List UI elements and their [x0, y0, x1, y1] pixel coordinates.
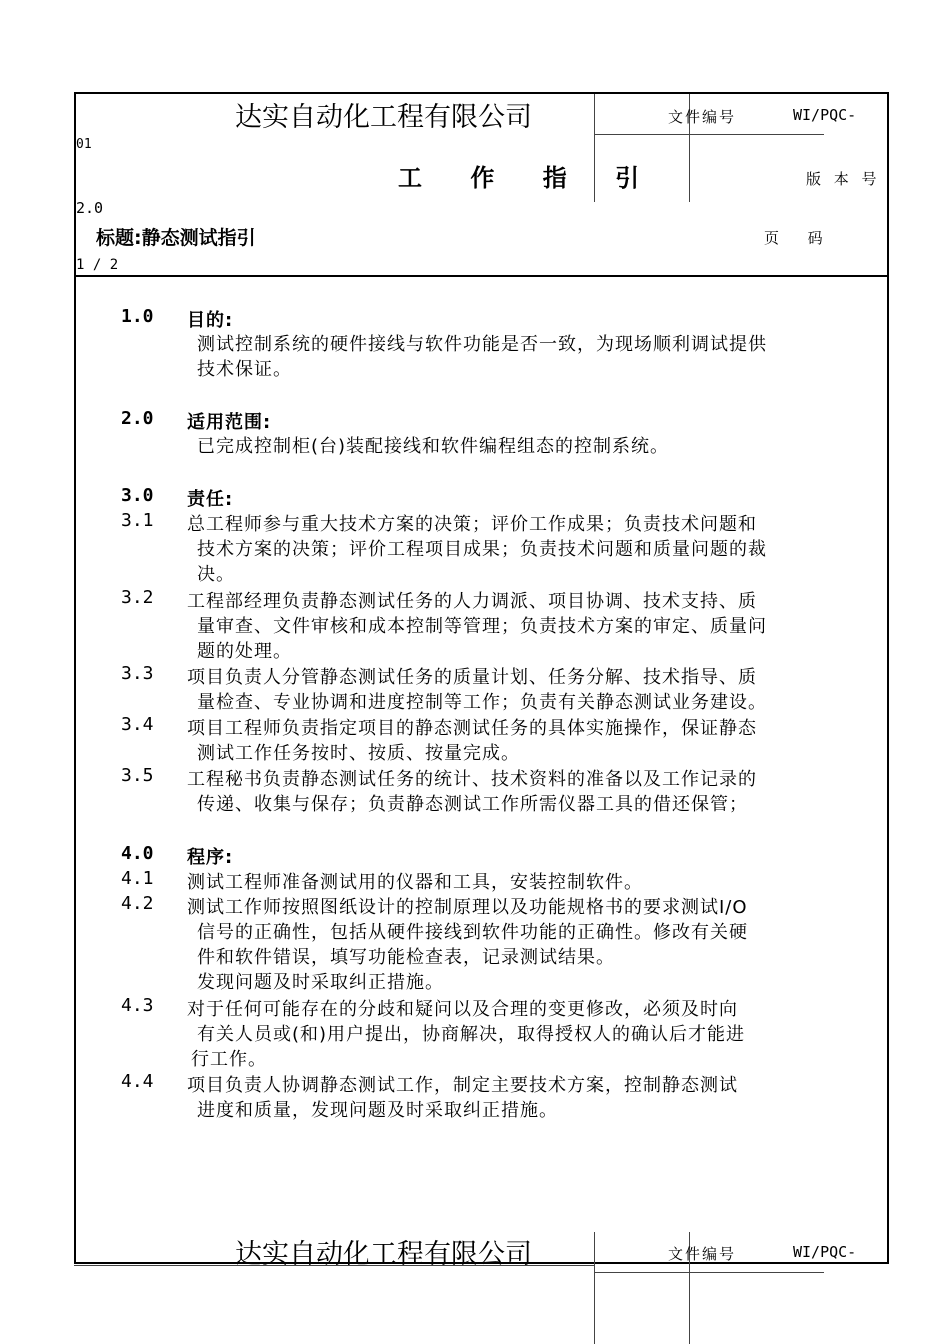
section-line: 测试控制系统的硬件接线与软件功能是否一致，为现场顺利调试提供: [197, 334, 767, 355]
item-number: 3.4: [121, 714, 154, 735]
footer-doc-no-label: 文件编号: [668, 1245, 737, 1263]
section-number: 1.0: [121, 306, 154, 327]
item-line: 信号的正确性，包括从硬件接线到软件功能的正确性。修改有关硬: [197, 922, 748, 943]
item-line: 发现问题及时采取纠正措施。: [197, 972, 444, 993]
item-line: 行工作。: [191, 1049, 267, 1070]
footer-column-divider-1: [594, 1232, 595, 1344]
item-line: 对于任何可能存在的分歧和疑问以及合理的变更修改，必须及时向: [187, 999, 738, 1020]
item-line: 项目负责人分管静态测试任务的质量计划、任务分解、技术指导、质: [187, 667, 757, 688]
doc-no-label: 文件编号: [668, 108, 737, 126]
section-heading: 责任:: [187, 489, 234, 510]
section-line: 已完成控制柜(台)装配接线和软件编程组态的控制系统。: [197, 436, 670, 457]
section-number: 4.0: [121, 843, 154, 864]
doc-no-value: WI/PQC-: [793, 106, 857, 124]
item-line: 决。: [197, 564, 235, 585]
item-number: 4.1: [121, 868, 154, 889]
guide-title: 工 作 指 引: [398, 163, 660, 192]
item-line: 量检查、专业协调和进度控制等工作；负责有关静态测试业务建设。: [197, 692, 767, 713]
item-line: 有关人员或(和)用户提出，协商解决，取得授权人的确认后才能进: [197, 1024, 746, 1045]
frame-right-border: [887, 92, 889, 1264]
item-number: 3.1: [121, 510, 154, 531]
item-line: 总工程师参与重大技术方案的决策；评价工作成果；负责技术问题和: [187, 514, 757, 535]
item-line: 测试工作师按照图纸设计的控制原理以及功能规格书的要求测试I/O: [187, 897, 748, 918]
version-value: 2.0: [76, 199, 104, 217]
item-line: 题的处理。: [197, 641, 292, 662]
item-line: 工程部经理负责静态测试任务的人力调派、项目协调、技术支持、质: [187, 591, 757, 612]
header-bottom-border: [74, 275, 889, 277]
item-line: 件和软件错误，填写功能检查表，记录测试结果。: [197, 947, 615, 968]
item-line: 项目工程师负责指定项目的静态测试任务的具体实施操作，保证静态: [187, 718, 757, 739]
item-line: 量审查、文件审核和成本控制等管理；负责技术方案的审定、质量问: [197, 616, 767, 637]
item-number: 4.3: [121, 995, 154, 1016]
item-line: 技术方案的决策；评价工程项目成果；负责技术问题和质量问题的裁: [197, 539, 767, 560]
footer-doc-no-underline: [594, 1272, 824, 1273]
version-label: 版 本 号: [806, 170, 881, 188]
header-top-border: [74, 92, 889, 94]
item-line: 传递、收集与保存；负责静态测试工作所需仪器工具的借还保管；: [197, 794, 748, 815]
company-name: 达实自动化工程有限公司: [235, 102, 532, 133]
item-line: 工程秘书负责静态测试任务的统计、技术资料的准备以及工作记录的: [187, 769, 757, 790]
section-number: 2.0: [121, 408, 154, 429]
section-number: 3.0: [121, 485, 154, 506]
doc-no-underline: [594, 134, 824, 135]
item-line: 测试工程师准备测试用的仪器和工具，安装控制软件。: [187, 872, 643, 893]
footer-company-name: 达实自动化工程有限公司: [235, 1239, 532, 1270]
item-line: 进度和质量，发现问题及时采取纠正措施。: [197, 1100, 558, 1121]
item-number: 3.3: [121, 663, 154, 684]
page-label: 页 码: [764, 229, 823, 247]
item-number: 4.4: [121, 1071, 154, 1092]
section-line: 技术保证。: [197, 359, 292, 380]
item-number: 4.2: [121, 893, 154, 914]
document-subject: 标题:静态测试指引: [96, 227, 256, 249]
item-line: 测试工作任务按时、按质、按量完成。: [197, 743, 520, 764]
footer-doc-no-value: WI/PQC-: [793, 1243, 857, 1261]
item-number: 3.2: [121, 587, 154, 608]
section-heading: 程序:: [187, 847, 234, 868]
section-heading: 适用范围:: [187, 412, 272, 433]
page-value: 1 / 2: [76, 257, 119, 273]
doc-no-suffix: 01: [76, 137, 92, 152]
section-heading: 目的:: [187, 310, 234, 331]
item-number: 3.5: [121, 765, 154, 786]
item-line: 项目负责人协调静态测试工作，制定主要技术方案，控制静态测试: [187, 1075, 738, 1096]
